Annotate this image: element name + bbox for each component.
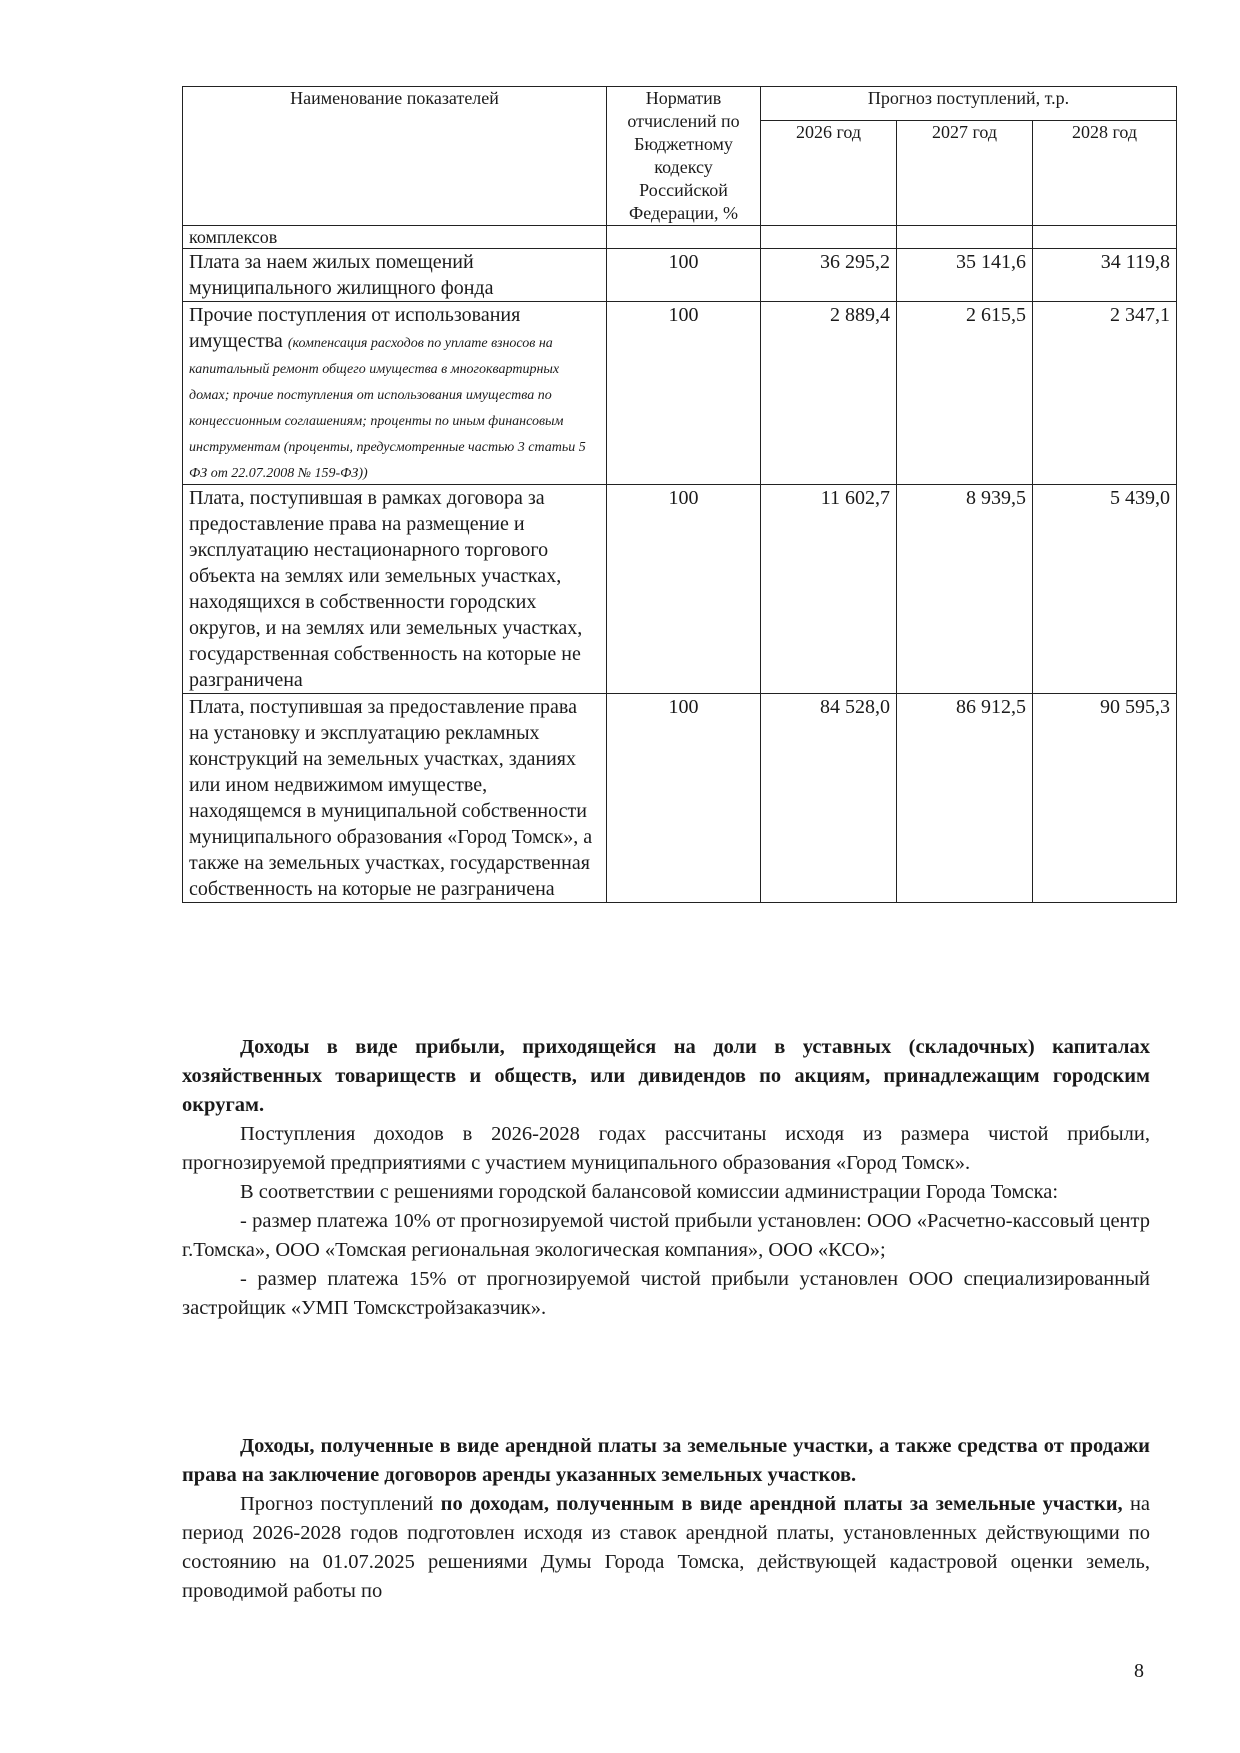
header-year-2026: 2026 год [761,121,897,226]
table-row [183,302,1177,485]
row-value-2027: 8 939,5 [897,485,1033,694]
table-row [183,694,1177,903]
row-value-2026: 84 528,0 [761,694,897,903]
section-dividends [182,1033,1150,1323]
row-norm: 100 [607,485,761,694]
row-norm: 100 [607,249,761,302]
section-land-rent [182,1432,1150,1606]
paragraph: В соответствии с решениями городской балансовой комиссии администрации Города Томска: [240,1181,1059,1203]
row-value-2026: 2 889,4 [761,302,897,485]
row-value-2028: 34 119,8 [1033,249,1177,302]
row-name: Плата, поступившая за предоставление права на установку и эксплуатацию рекламных конструкций на земельных участках, зданиях или ином недвижимом имуществе, находящемся в муниципальной собственности муниципального образования «Город Томск», а также на земельных участках, государственная собственность на которые не разграничена [183,694,607,903]
paragraph-bold: по доходам, полученным в виде арендной платы за земельные участки, [440,1493,1123,1515]
row-value-2027: 86 912,5 [897,694,1033,903]
continuation-cell: комплексов [183,226,607,249]
section-heading: Доходы в виде прибыли, приходящейся на доли в уставных (складочных) капиталах хозяйственных товариществ и обществ, или дивидендов по акциям, принадлежащим городским округам. [182,1036,1150,1116]
row-norm: 100 [607,694,761,903]
page-number: 8 [1134,1660,1144,1682]
section-heading: Доходы, полученные в виде арендной платы за земельные участки, а также средства от продажи права на заключение договоров аренды указанных земельных участков. [182,1435,1150,1486]
header-indicator-name: Наименование показателей [183,87,607,226]
revenue-forecast-table [182,86,1177,903]
row-value-2027: 2 615,5 [897,302,1033,485]
header-norm: Норматив отчислений по Бюджетному кодексу Российской Федерации, % [607,87,761,226]
row-value-2027: 35 141,6 [897,249,1033,302]
row-value-2028: 2 347,1 [1033,302,1177,485]
row-norm: 100 [607,302,761,485]
table-row [183,249,1177,302]
row-value-2026: 36 295,2 [761,249,897,302]
row-value-2028: 5 439,0 [1033,485,1177,694]
header-year-2028: 2028 год [1033,121,1177,226]
paragraph: - размер платежа 10% от прогнозируемой чистой прибыли установлен: ООО «Расчетно-кассовый центр г.Томска», ООО «Томская региональная экологическая компания», ООО «КСО»; [182,1210,1150,1261]
row-value-2026: 11 602,7 [761,485,897,694]
table-row [183,485,1177,694]
header-forecast: Прогноз поступлений, т.р. [761,87,1177,121]
paragraph: - размер платежа 15% от прогнозируемой чистой прибыли установлен ООО специализированный застройщик «УМП Томскстройзаказчик». [182,1268,1150,1319]
row-note: (компенсация расходов по уплате взносов на капитальный ремонт общего имущества в многоквартирных домах; прочие поступления от использования имущества по концессионным соглашениям; проценты по иным финансовым инструментам (проценты, предусмотренные частью 3 статьи 5 ФЗ от 22.07.2008 № 159-ФЗ)) [189,336,586,481]
row-value-2028: 90 595,3 [1033,694,1177,903]
table-header-row [183,87,1177,121]
row-name-cell [183,302,607,485]
table-row [183,226,1177,249]
paragraph [182,1490,1150,1606]
paragraph: Поступления доходов в 2026-2028 годах рассчитаны исходя из размера чистой прибыли, прогнозируемой предприятиями с участием муниципального образования «Город Томск». [182,1123,1150,1174]
row-name: Плата за наем жилых помещений муниципального жилищного фонда [183,249,607,302]
paragraph-start: Прогноз поступлений [240,1493,434,1515]
paragraph-end: на период 2026-2028 годов подготовлен исходя из ставок арендной платы, установленных действующими по состоянию на 01.07.2025 решениями Думы Города Томска, действующей кадастровой оценки земель, проводимой работы по [182,1493,1151,1602]
header-year-2027: 2027 год [897,121,1033,226]
row-name: Плата, поступившая в рамках договора за предоставление права на размещение и эксплуатацию нестационарного торгового объекта на землях или земельных участках, находящихся в собственности городских округов, и на землях или земельных участках, государственная собственность на которые не разграничена [183,485,607,694]
row-name: Прочие поступления от использования имущества [189,304,521,352]
